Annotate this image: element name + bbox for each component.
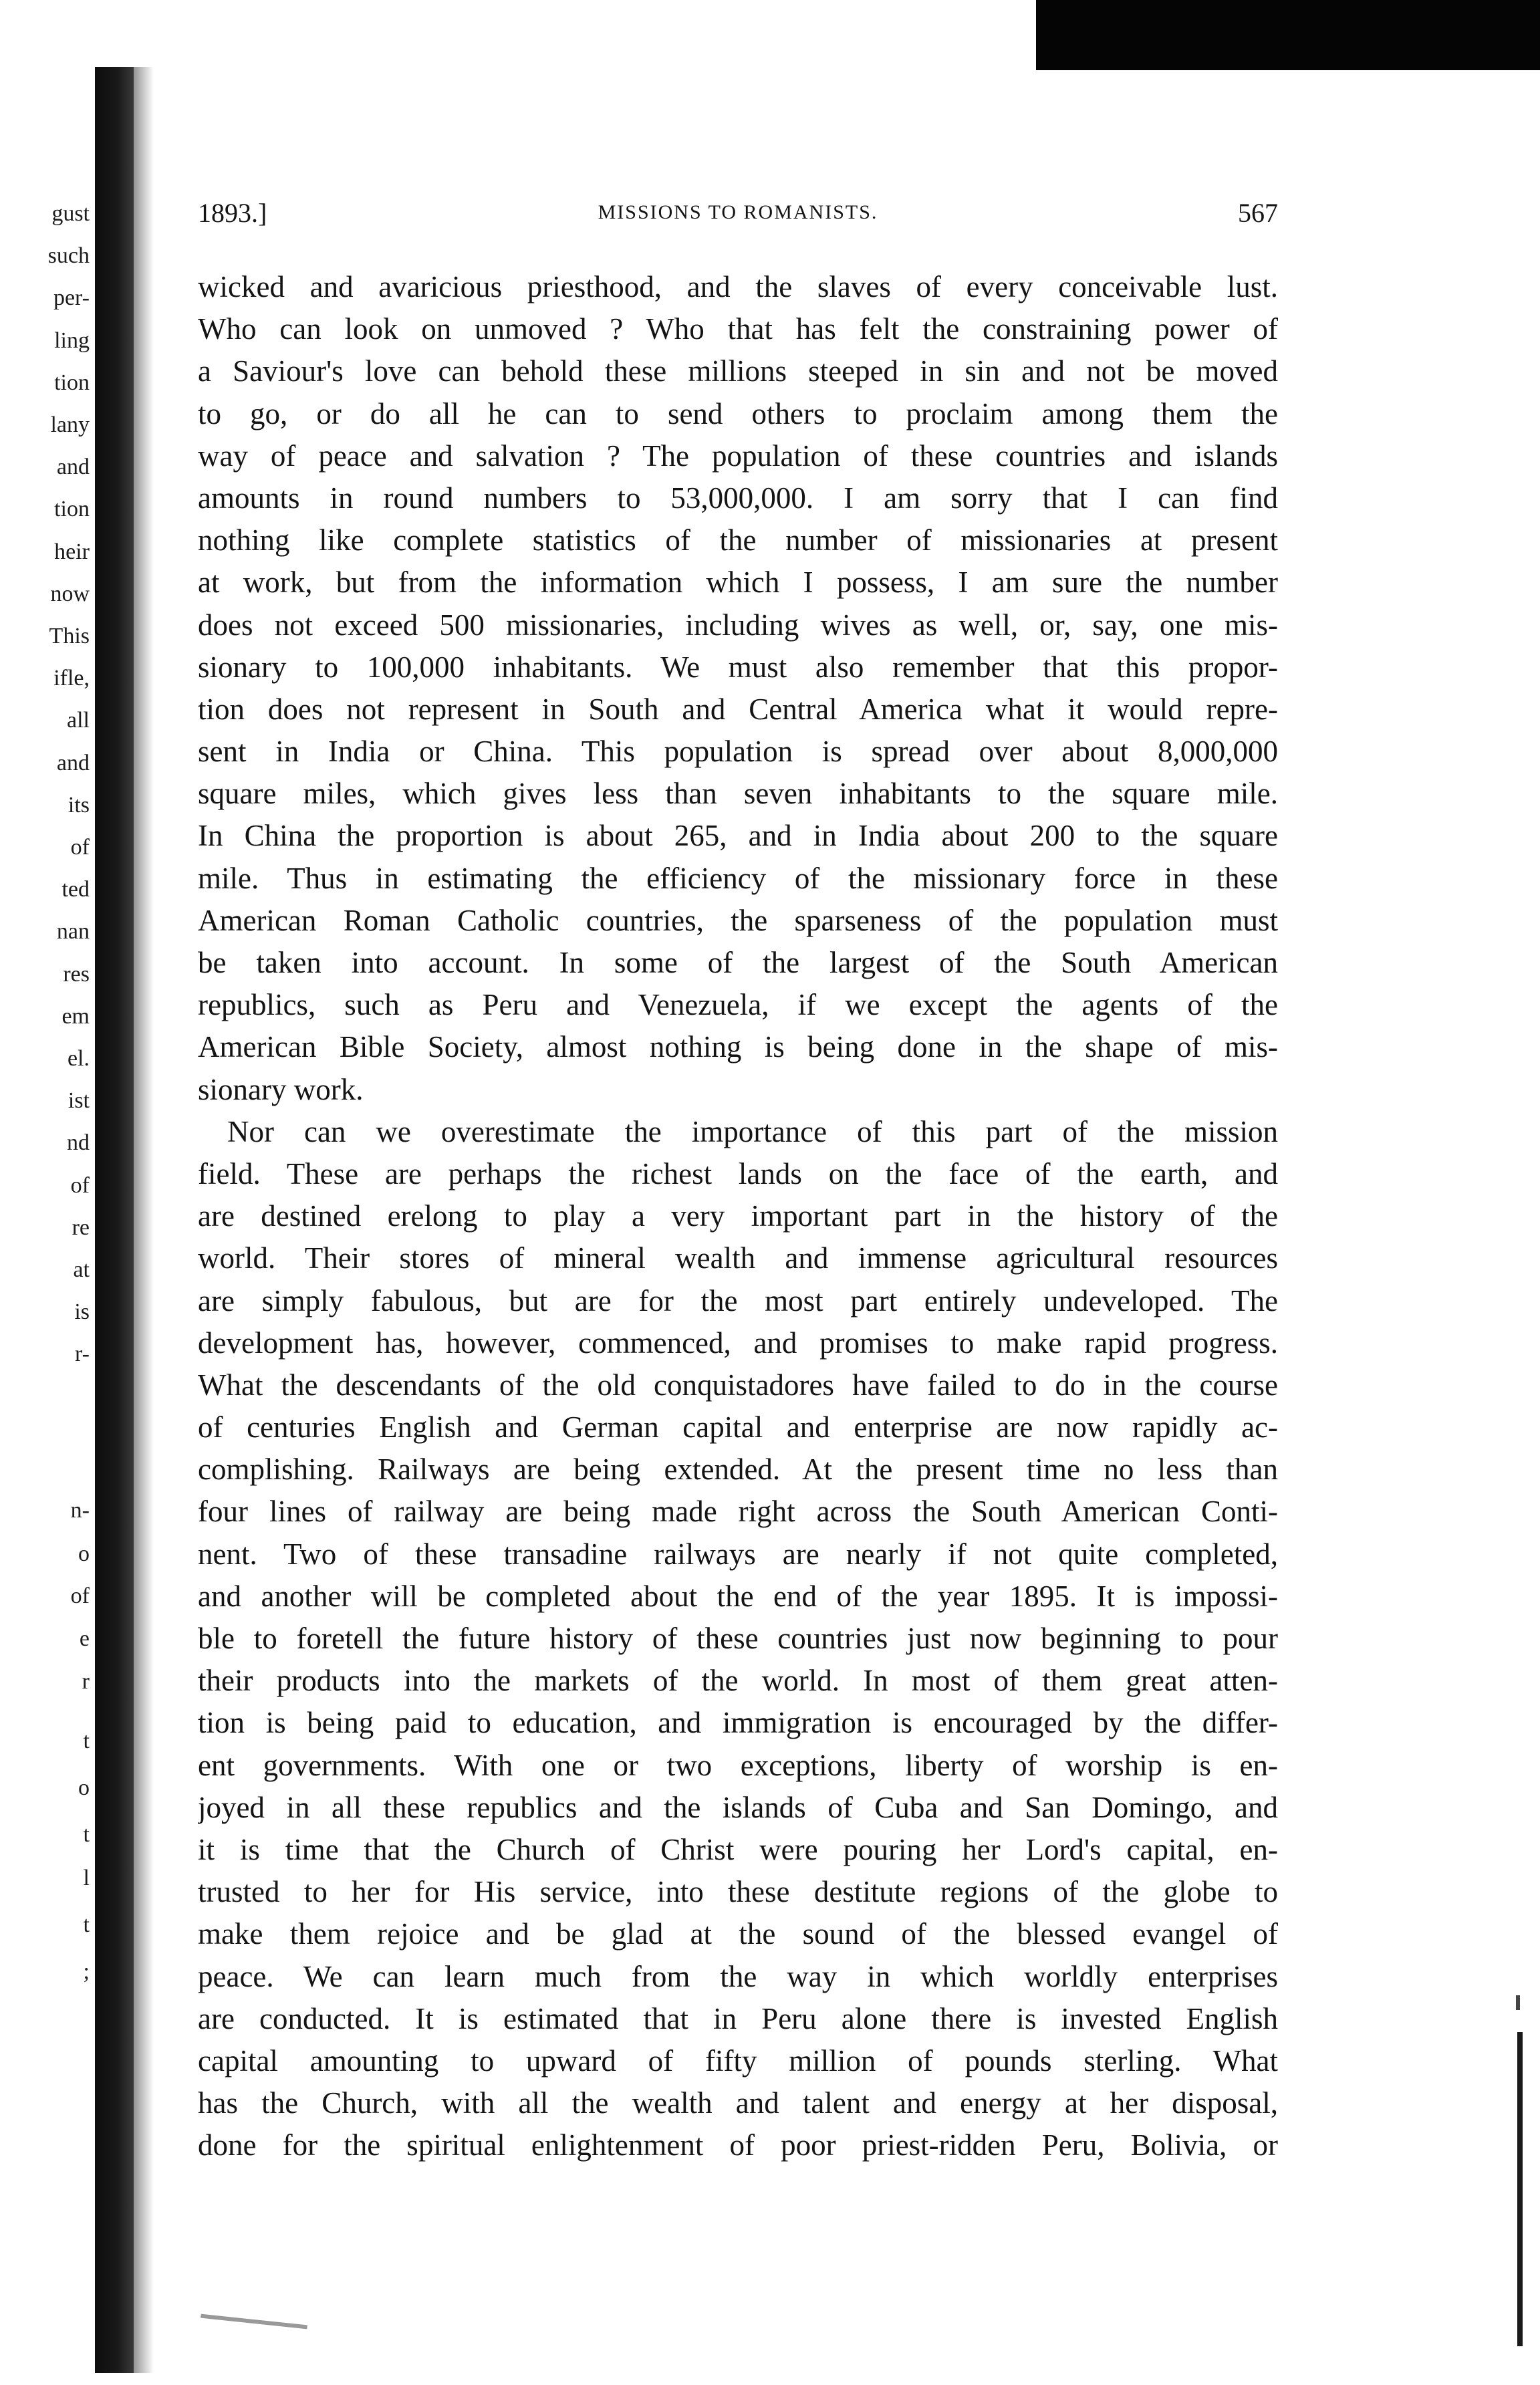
text-line: square miles, which gives less than seven inhabitants to the square mile. — [198, 777, 1278, 811]
text-line: field. These are perhaps the richest lands on the face of the earth, and — [198, 1156, 1278, 1190]
adjacent-page-fragment: t — [83, 1912, 90, 1937]
text-line: mile. Thus in estimating the efficiency of the missionary force in these — [198, 861, 1278, 895]
adjacent-page-fragment: nd — [67, 1130, 90, 1156]
adjacent-page-fragment: n- — [70, 1498, 90, 1523]
running-head-title: MISSIONS TO ROMANISTS. — [598, 201, 878, 223]
text-line: has the Church, with all the wealth and talent and energy at her disposal, — [198, 2086, 1278, 2120]
scan-top-band — [1036, 0, 1540, 70]
adjacent-page-fragment: This — [49, 624, 90, 648]
text-line: to go, or do all he can to send others to proclaim among them the — [198, 396, 1278, 430]
adjacent-page-fragment: gust — [51, 201, 90, 226]
text-line: Nor can we overestimate the importance of this part of the mission — [227, 1114, 1278, 1148]
text-line: four lines of railway are being made right across the South American Conti- — [198, 1495, 1278, 1529]
text-line: In China the proportion is about 265, and in India about 200 to the square — [198, 819, 1278, 853]
adjacent-page-fragment: heir — [54, 539, 90, 564]
adjacent-page-fragment: ling — [54, 328, 90, 353]
adjacent-page-fragment: re — [72, 1215, 90, 1240]
adjacent-page-fragment: ifle, — [53, 666, 90, 691]
text-line: joyed in all these republics and the islands of Cuba and San Domingo, and — [198, 1790, 1278, 1824]
text-line: American Roman Catholic countries, the sparseness of the population must — [198, 903, 1278, 937]
text-line: complishing. Railways are being extended. At the present time no less than — [198, 1453, 1278, 1487]
text-line: does not exceed 500 missionaries, including wives as well, or, say, one mis- — [198, 608, 1278, 642]
text-line: nothing like complete statistics of the number of missionaries at present — [198, 523, 1278, 557]
adjacent-page-fragment: per- — [53, 285, 90, 311]
adjacent-page-fragment: is — [74, 1299, 90, 1325]
adjacent-page-fragment: l — [83, 1866, 90, 1890]
adjacent-page-fragment: res — [63, 961, 90, 987]
adjacent-page-fragment: nan — [56, 919, 90, 945]
text-line: done for the spiritual enlightenment of poor priest-ridden Peru, Bolivia, or — [198, 2128, 1278, 2162]
adjacent-page-fragment: its — [68, 792, 90, 818]
text-line: are simply fabulous, but are for the most part entirely undeveloped. The — [198, 1283, 1278, 1317]
text-line: are conducted. It is estimated that in Peru alone there is invested English — [198, 2001, 1278, 2035]
adjacent-page-fragment: o — [78, 1775, 90, 1800]
adjacent-page-fragment: at — [73, 1257, 90, 1282]
text-line: world. Their stores of mineral wealth and immense agricultural resources — [198, 1241, 1278, 1275]
adjacent-page-fragment: t — [83, 1729, 90, 1753]
running-head-date: 1893.] — [198, 198, 267, 228]
adjacent-page-fragment: all — [67, 708, 90, 733]
adjacent-page-fragment: and — [56, 455, 90, 480]
adjacent-page-fragment: tion — [54, 370, 90, 395]
adjacent-page-fragment: ist — [68, 1088, 90, 1114]
text-line: American Bible Society, almost nothing is being done in the shape of mis- — [198, 1030, 1278, 1064]
text-line: nent. Two of these transadine railways are nearly if not quite completed, — [198, 1537, 1278, 1571]
adjacent-page-fragment: of — [70, 1584, 90, 1608]
adjacent-page-fragment: el. — [67, 1046, 90, 1071]
adjacent-page-fragment: such — [47, 243, 90, 269]
text-line: capital amounting to upward of fifty million of pounds sterling. What — [198, 2043, 1278, 2078]
scan-right-speck — [1516, 1995, 1520, 2010]
text-line: wicked and avaricious priesthood, and the slaves of every conceivable lust. — [198, 270, 1278, 303]
text-line: trusted to her for His service, into these destitute regions of the globe to — [198, 1875, 1278, 1909]
adjacent-page-fragment: r — [82, 1669, 90, 1694]
text-line: sionary work. — [198, 1072, 364, 1106]
scan-gutter-fade — [134, 67, 154, 2373]
text-line: tion does not represent in South and Central America what it would repre- — [198, 692, 1278, 726]
adjacent-page-fragment: of — [70, 1172, 90, 1198]
text-line: way of peace and salvation ? The population of these countries and islands — [198, 438, 1278, 473]
adjacent-page-fragment: lany — [50, 412, 90, 437]
adjacent-page-sliver — [0, 0, 94, 2385]
text-line: ble to foretell the future history of these countries just now beginning to pour — [198, 1622, 1278, 1655]
text-line: be taken into account. In some of the largest of the South American — [198, 946, 1278, 979]
text-line: and another will be completed about the end of the year 1895. It is impossi- — [198, 1579, 1278, 1613]
adjacent-page-fragment: tion — [54, 497, 90, 522]
adjacent-page-fragment: of — [70, 835, 90, 860]
text-line: peace. We can learn much from the way in which worldly enterprises — [198, 1959, 1278, 1993]
text-line: republics, such as Peru and Venezuela, if we except the agents of the — [198, 988, 1278, 1022]
adjacent-page-fragment: t — [83, 1822, 90, 1847]
scan-bottom-smudge — [201, 2314, 307, 2330]
text-line: sent in India or China. This population is spread over about 8,000,000 — [198, 735, 1278, 769]
text-line: development has, however, commenced, and promises to make rapid progress. — [198, 1326, 1278, 1360]
text-line: tion is being paid to education, and immigration is encouraged by the differ- — [198, 1706, 1278, 1740]
adjacent-page-fragment: r- — [75, 1342, 90, 1367]
text-line: sionary to 100,000 inhabitants. We must also remember that this propor- — [198, 650, 1278, 684]
adjacent-page-fragment: now — [50, 581, 90, 606]
adjacent-page-fragment: e — [79, 1626, 90, 1651]
scan-gutter-shadow — [95, 67, 134, 2373]
text-line: ent governments. With one or two exceptions, liberty of worship is en- — [198, 1748, 1278, 1782]
text-line: it is time that the Church of Christ were pouring her Lord's capital, en- — [198, 1832, 1278, 1866]
text-line: amounts in round numbers to 53,000,000. I am sorry that I can find — [198, 481, 1278, 515]
text-line: What the descendants of the old conquistadores have failed to do in the course — [198, 1368, 1278, 1402]
text-line: a Saviour's love can behold these millions steeped in sin and not be moved — [198, 354, 1278, 388]
text-line: are destined erelong to play a very important part in the history of the — [198, 1199, 1278, 1233]
text-line: make them rejoice and be glad at the sound of the blessed evangel of — [198, 1917, 1278, 1951]
text-line: Who can look on unmoved ? Who that has felt the constraining power of — [198, 312, 1278, 346]
text-line: their products into the markets of the world. In most of them great atten- — [198, 1664, 1278, 1698]
adjacent-page-fragment: ted — [61, 877, 90, 902]
adjacent-page-fragment: em — [61, 1003, 90, 1029]
running-head — [198, 197, 1278, 231]
adjacent-page-fragment: o — [78, 1541, 90, 1566]
adjacent-page-fragment: ; — [83, 1959, 90, 1984]
text-line: of centuries English and German capital and enterprise are now rapidly ac- — [198, 1410, 1278, 1445]
text-line: at work, but from the information which I possess, I am sure the number — [198, 566, 1278, 600]
body-text — [198, 266, 1278, 2166]
scan-right-edge-mark — [1517, 2032, 1523, 2346]
adjacent-page-fragment: and — [56, 750, 90, 775]
page-number: 567 — [1238, 198, 1278, 228]
